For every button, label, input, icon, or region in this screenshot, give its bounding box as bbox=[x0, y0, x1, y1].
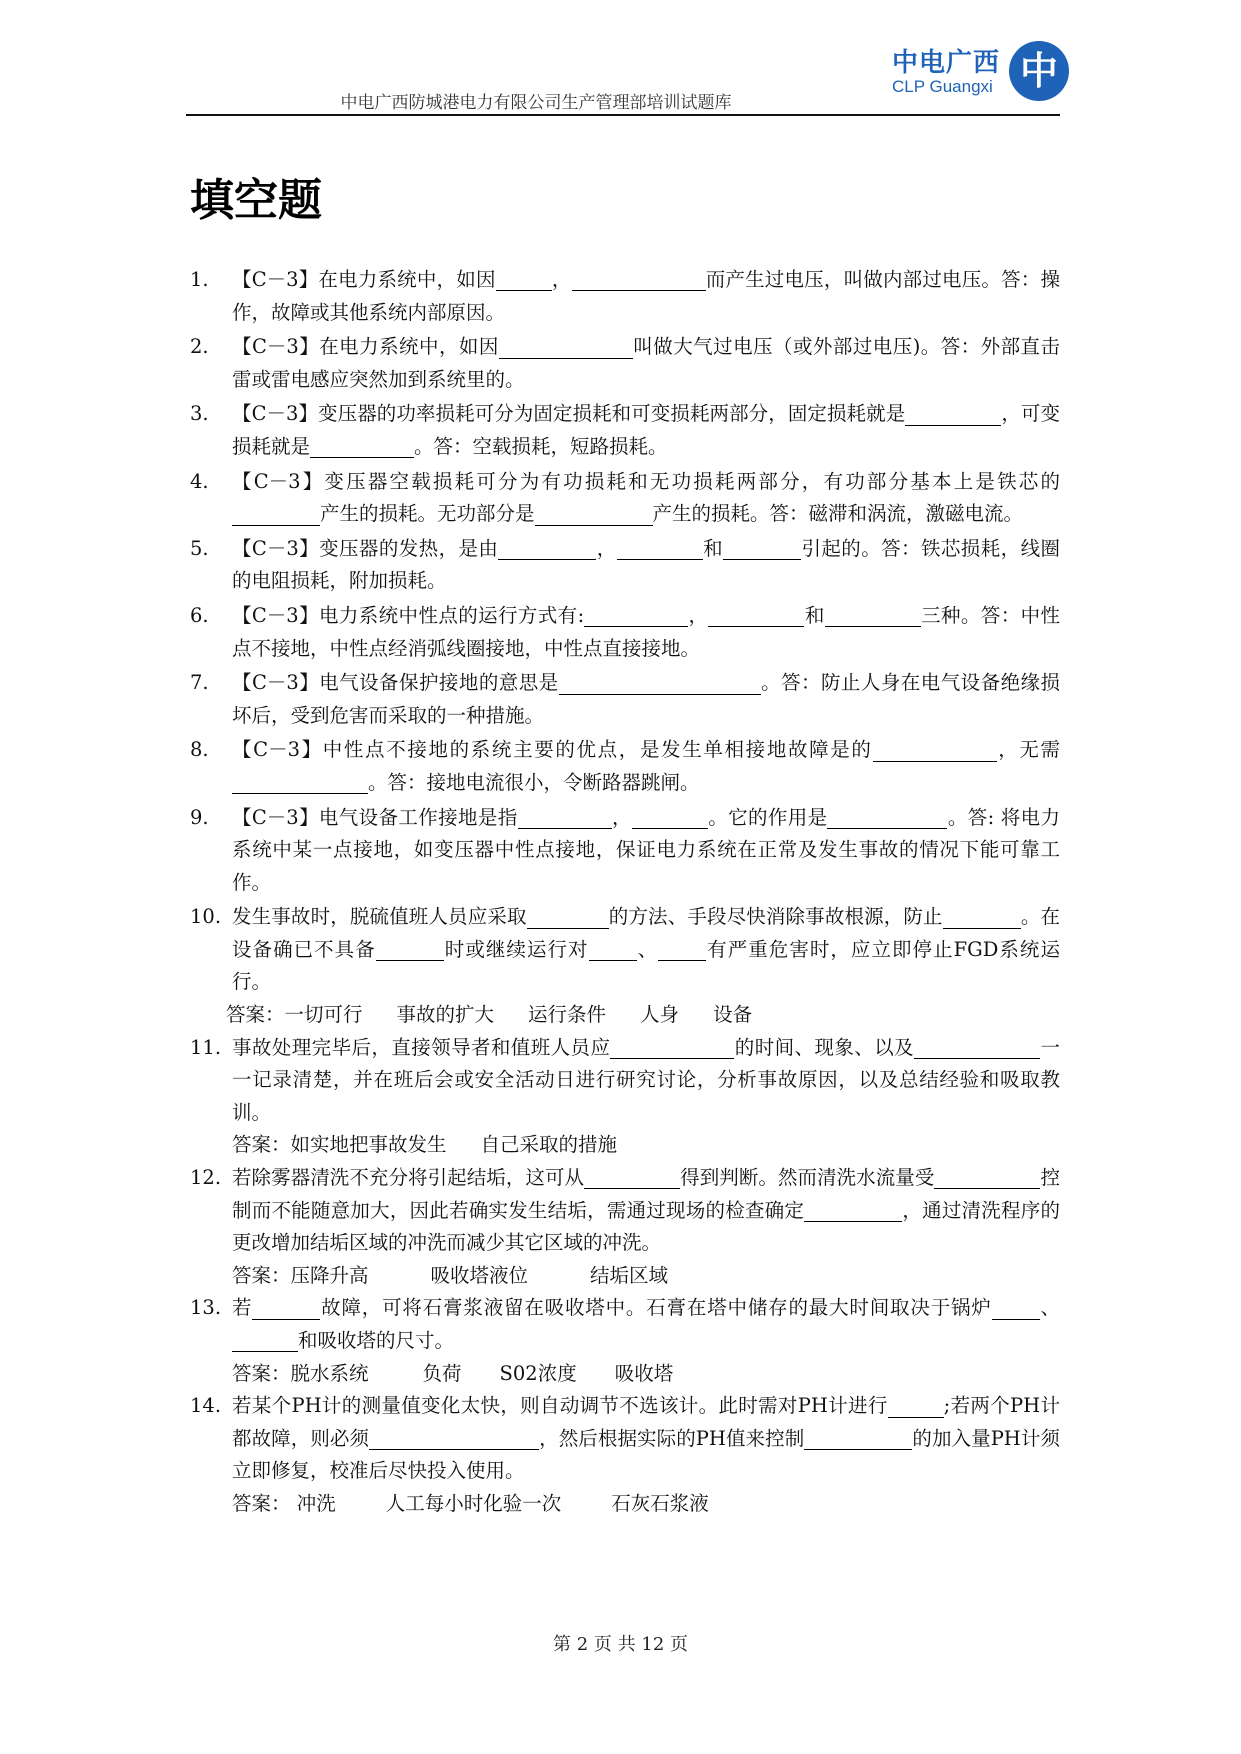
question-item: 14. 若某个PH计的测量值变化太快，则自动调节不选该计。此时需对PH计进行 ;若两个PH计都故障，则必须 ，然后根据实际的PH值来控制 的加入量PH计须立即修复，校准后尽快投入使用。 答案： 冲洗 人工每小时化验一次 石灰石浆液 bbox=[190, 1390, 1060, 1520]
blank bbox=[527, 907, 609, 928]
question-item: 12. 若除雾器清洗不充分将引起结垢，这可从 得到判断。然而清洗水流量受 控制而不能随意加大，因此若确实发生结垢，需通过现场的检查确定 ，通过清洗程序的更改增加结垢区域的冲洗而减少其它区域的冲洗。 答案：压降升高 吸收塔液位 结垢区域 bbox=[190, 1162, 1060, 1292]
question-number: 14. bbox=[190, 1394, 222, 1418]
question-item: 2. 【C－3】在电力系统中，如因 叫做大气过电压（或外部过电压)。答：外部直击雷或雷电感应突然加到系统里的。 bbox=[190, 331, 1060, 396]
blank bbox=[589, 940, 637, 961]
question-number: 6. bbox=[190, 603, 209, 627]
question-item: 9. 【C－3】电气设备工作接地是指 ， 。它的作用是 。答: 将电力系统中某一点接地，如变压器中性点接地，保证电力系统在正常及发生事故的情况下能可靠工作。 bbox=[190, 802, 1060, 900]
blank bbox=[376, 940, 444, 961]
question-number: 13. bbox=[190, 1296, 222, 1320]
answer-line: 答案：脱水系统 负荷 S02浓度 吸收塔 bbox=[232, 1361, 674, 1385]
blank bbox=[559, 673, 761, 694]
blank bbox=[825, 606, 921, 627]
question-number: 1. bbox=[190, 268, 209, 291]
blank bbox=[535, 504, 653, 525]
company-logo bbox=[888, 40, 1078, 104]
blank bbox=[723, 539, 801, 560]
section-title: 填空题 bbox=[190, 175, 322, 226]
blank bbox=[232, 1331, 298, 1352]
question-number: 11. bbox=[190, 1035, 222, 1059]
question-item: 7. 【C－3】电气设备保护接地的意思是 。答：防止人身在电气设备绝缘损坏后，受到危害而采取的一种措施。 bbox=[190, 667, 1060, 732]
blank bbox=[310, 437, 414, 458]
blank bbox=[804, 1201, 902, 1222]
question-number: 10. bbox=[190, 905, 222, 929]
blank bbox=[992, 1298, 1040, 1319]
blank bbox=[914, 1038, 1040, 1059]
blank bbox=[827, 807, 947, 828]
question-item: 10. 发生事故时，脱硫值班人员应采取 的方法、手段尽快消除事故根源，防止 。在设备确已不具备 时或继续运行对 、 有严重危害时，应立即停止FGD系统运行。 答案：一切可行 事故的扩大 运行条件 人身 设备 bbox=[190, 901, 1060, 1031]
page-footer: 第 2 页 共 12 页 bbox=[552, 1634, 689, 1655]
blank bbox=[943, 907, 1021, 928]
page-number: 2 bbox=[576, 1634, 589, 1655]
blank bbox=[905, 404, 1001, 425]
answer-line: 答案：压降升高 吸收塔液位 结垢区域 bbox=[232, 1263, 669, 1287]
blank bbox=[804, 1429, 912, 1450]
blank bbox=[584, 606, 688, 627]
question-item: 13. 若 故障，可将石膏浆液留在吸收塔中。石膏在塔中储存的最大时间取决于锅炉 、和吸收塔的尺寸。 答案：脱水系统 负荷 S02浓度 吸收塔 bbox=[190, 1292, 1060, 1390]
question-number: 9. bbox=[190, 805, 209, 829]
question-list bbox=[190, 264, 1060, 1521]
question-item: 3. 【C－3】变压器的功率损耗可分为固定损耗和可变损耗两部分，固定损耗就是 ，可变损耗就是 。答：空载损耗，短路损耗。 bbox=[190, 398, 1060, 463]
question-number: 7. bbox=[190, 671, 209, 695]
blank bbox=[369, 1429, 539, 1450]
blank bbox=[572, 270, 706, 291]
blank bbox=[873, 740, 997, 761]
blank bbox=[498, 539, 596, 560]
blank bbox=[632, 807, 708, 828]
question-number: 4. bbox=[190, 469, 209, 493]
logo-chinese-text: 中电广西 bbox=[892, 48, 1001, 78]
blank bbox=[617, 539, 703, 560]
question-item: 4. 【C－3】变压器空载损耗可分为有功损耗和无功损耗两部分，有功部分基本上是铁芯的产生的损耗。无功部分是 产生的损耗。答：磁滞和涡流，激磁电流。 bbox=[190, 466, 1060, 531]
blank bbox=[888, 1396, 944, 1417]
blank bbox=[610, 1038, 734, 1059]
question-item: 5. 【C－3】变压器的发热，是由 ， 和 引起的。答：铁芯损耗，线圈的电阻损耗，附加损耗。 bbox=[190, 533, 1060, 598]
blank bbox=[518, 807, 612, 828]
question-item: 8. 【C－3】中性点不接地的系统主要的优点，是发生单相接地故障是的 ，无需。答：接地电流很小，令断路器跳闸。 bbox=[190, 734, 1060, 799]
question-number: 5. bbox=[190, 536, 209, 560]
question-item: 11. 事故处理完毕后，直接领导者和值班人员应 的时间、现象、以及 一一记录清楚，并在班后会或安全活动日进行研究讨论，分析事故原因，以及总结经验和吸取教训。 答案：如实地把事故发生 自己采取的措施 bbox=[190, 1032, 1060, 1162]
logo-english-text: CLP Guangxi bbox=[892, 77, 993, 96]
answer-line: 答案：如实地把事故发生 自己采取的措施 bbox=[232, 1133, 618, 1157]
question-number: 3. bbox=[190, 402, 209, 426]
blank bbox=[934, 1168, 1040, 1189]
blank bbox=[499, 337, 633, 358]
blank bbox=[708, 606, 804, 627]
blank bbox=[232, 504, 320, 525]
question-number: 2. bbox=[190, 335, 209, 359]
answer-line: 答案：一切可行 事故的扩大 运行条件 人身 设备 bbox=[226, 1003, 753, 1027]
blank bbox=[584, 1168, 680, 1189]
question-item: 6. 【C－3】电力系统中性点的运行方式有: ， 和 三种。答：中性点不接地，中性点经消弧线圈接地，中性点直接接地。 bbox=[190, 600, 1060, 665]
page-total: 12 bbox=[641, 1634, 665, 1655]
blank bbox=[496, 270, 552, 291]
blank bbox=[658, 940, 706, 961]
question-item: 1. 【C－3】在电力系统中，如因 ， 而产生过电压，叫做内部过电压。答：操作，故障或其他系统内部原因。 bbox=[190, 264, 1060, 329]
answer-line: 答案： 冲洗 人工每小时化验一次 石灰石浆液 bbox=[232, 1491, 709, 1515]
clp-logo-icon bbox=[1008, 40, 1070, 102]
logo-mark-char: 中 bbox=[1019, 49, 1059, 93]
question-number: 12. bbox=[190, 1166, 222, 1190]
blank bbox=[252, 1298, 320, 1319]
question-number: 8. bbox=[190, 738, 209, 762]
header-divider bbox=[186, 114, 1060, 116]
header-title: 中电广西防城港电力有限公司生产管理部培训试题库 bbox=[340, 93, 732, 113]
blank bbox=[232, 773, 368, 794]
